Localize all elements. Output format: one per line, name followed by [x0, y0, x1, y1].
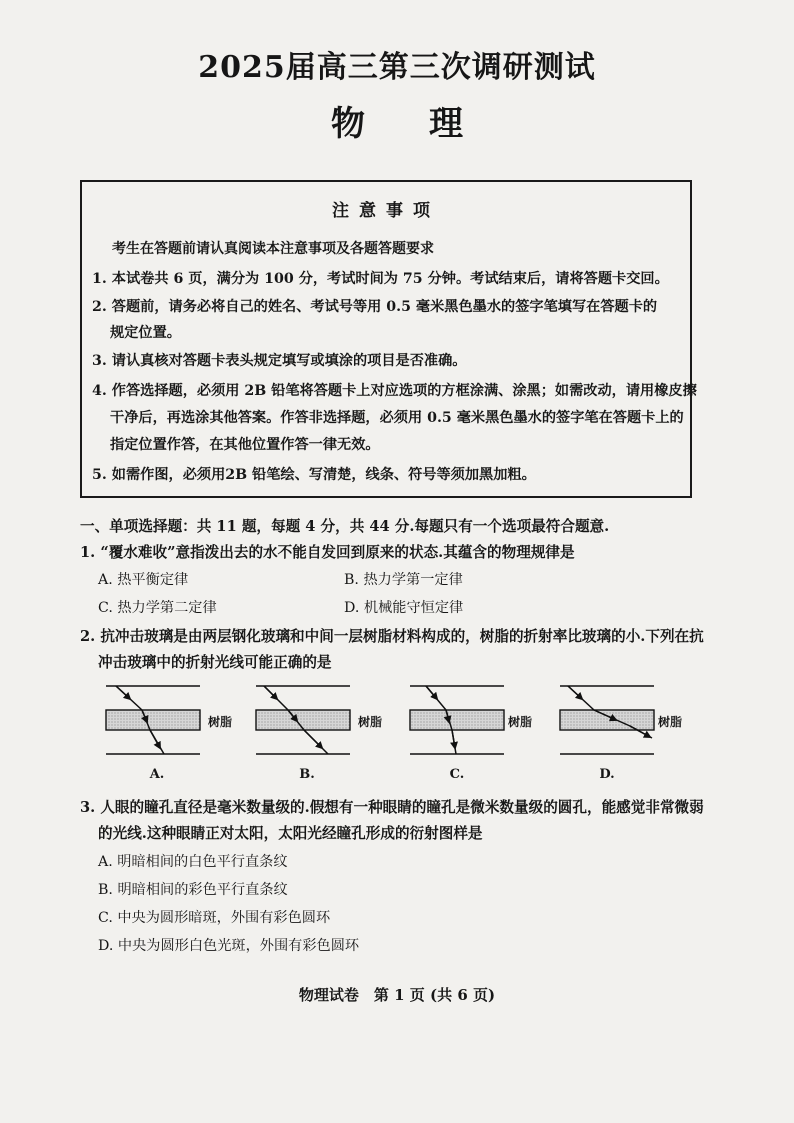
q1-option-d: D. 机械能守恒定律	[344, 600, 464, 616]
q2-diagrams	[96, 676, 696, 768]
q1-option-c: C. 热力学第二定律	[98, 600, 217, 616]
diagram-a	[106, 686, 200, 754]
resin-label-a: 树脂	[208, 715, 233, 729]
q3-option-d: D. 中央为圆形白色光斑，外围有彩色圆环	[98, 938, 360, 954]
q3-option-b: B. 明暗相间的彩色平行直条纹	[98, 882, 288, 898]
q1-option-a: A. 热平衡定律	[98, 572, 189, 588]
section-heading: 一、单项选择题：共 11 题，每题 4 分，共 44 分.每题只有一个选项最符合题意.	[80, 518, 610, 535]
resin-label-d: 树脂	[658, 715, 683, 729]
q3-option-c: C. 中央为圆形暗斑，外围有彩色圆环	[98, 910, 331, 926]
notice-line-2b: 规定位置。	[110, 325, 181, 341]
diagram-a-label: A.	[149, 767, 165, 782]
notice-line-4b: 干净后，再选涂其他答案。作答非选择题，必须用 0.5 毫米黑色墨水的签字笔在答题卡上的	[110, 410, 684, 426]
q3-stem-line1: 3. 人眼的瞳孔直径是毫米数量级的.假想有一种眼睛的瞳孔是微米数量级的圆孔，能感觉非常微弱	[80, 799, 704, 816]
diagram-b	[256, 686, 350, 754]
notice-line-5: 5. 如需作图，必须用2B 铅笔绘、写清楚，线条、符号等须加黑加粗。	[92, 467, 536, 483]
notice-line-2: 2. 答题前，请务必将自己的姓名、考试号等用 0.5 毫米黑色墨水的签字笔填写在答题卡的	[92, 299, 658, 315]
subject-title: 物理	[331, 104, 527, 144]
diagram-b-label: B.	[299, 767, 315, 782]
resin-label-b: 树脂	[358, 715, 383, 729]
notice-intro: 考生在答题前请认真阅读本注意事项及各题答题要求	[112, 241, 434, 257]
exam-title: 2025届高三第三次调研测试	[198, 50, 596, 85]
notice-line-4c: 指定位置作答，在其他位置作答一律无效。	[110, 437, 380, 453]
diagram-c-label: C.	[449, 767, 465, 782]
q1-option-b: B. 热力学第一定律	[344, 572, 463, 588]
q3-stem-line2: 的光线.这种眼睛正对太阳，太阳光经瞳孔形成的衍射图样是	[98, 825, 483, 842]
diagram-d-label: D.	[599, 767, 615, 782]
q1-stem: 1. “覆水难收”意指泼出去的水不能自发回到原来的状态.其蕴含的物理规律是	[80, 544, 575, 561]
q2-stem-line2: 冲击玻璃中的折射光线可能正确的是	[98, 654, 332, 671]
notice-line-1: 1. 本试卷共 6 页，满分为 100 分，考试时间为 75 分钟。考试结束后，请将答题卡交回。	[92, 271, 669, 287]
notice-heading: 注意事项	[332, 201, 440, 221]
q2-stem-line1: 2. 抗冲击玻璃是由两层钢化玻璃和中间一层树脂材料构成的，树脂的折射率比玻璃的小.下列在抗	[80, 628, 704, 645]
notice-line-4: 4. 作答选择题，必须用 2B 铅笔将答题卡上对应选项的方框涂满、涂黑；如需改动，请用橡皮擦	[92, 383, 697, 399]
page-footer: 物理试卷 第 1 页 (共 6 页)	[298, 986, 496, 1004]
resin-label-c: 树脂	[508, 715, 533, 729]
diagram-c	[410, 686, 504, 754]
diagram-d	[560, 686, 654, 754]
notice-line-3: 3. 请认真核对答题卡表头规定填写或填涂的项目是否准确。	[92, 353, 467, 369]
q3-option-a: A. 明暗相间的白色平行直条纹	[98, 854, 288, 870]
